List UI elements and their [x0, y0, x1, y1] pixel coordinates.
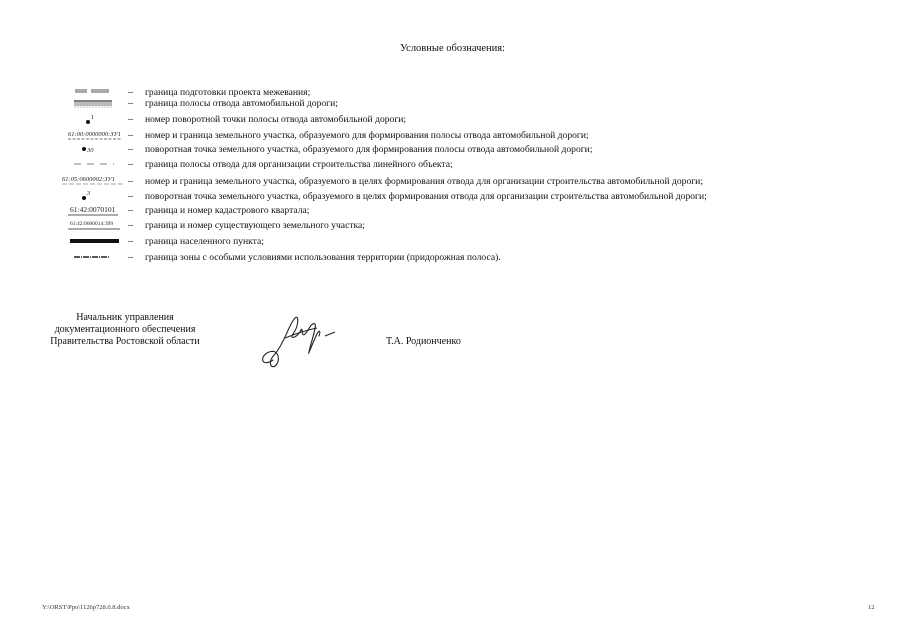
legend-row-construction-turn-point: 3 – поворотная точка земельного участка, образуемого в целях формирования отвода для организации строительства автомобильной дороги;: [40, 190, 880, 203]
footer-file-path: Y:\ORST\Ppo\1126р728.0.8.docx: [42, 604, 130, 611]
special-zone-symbol: [50, 251, 140, 264]
legend-label: граница полосы отвода автомобильной дороги;: [145, 98, 338, 109]
legend-row-settlement: – граница населенного пункта;: [40, 235, 880, 248]
legend-row-special-zone: – граница зоны с особыми условиями использования территории (придорожная полоса).: [40, 251, 880, 264]
legend-label: граница и номер существующего земельного участка;: [145, 220, 365, 231]
turn-point-number: 1: [91, 114, 95, 121]
legend-row-cadastral-quarter: 61:42:0070101 – граница и номер кадастрового квартала;: [40, 204, 880, 217]
plot-turn-point-symbol: [50, 143, 140, 156]
plot-turn-point-number: 30: [87, 147, 94, 154]
construction-boundary-symbol: [50, 158, 140, 171]
legend-label: граница зоны с особыми условиями использования территории (придорожная полоса).: [145, 252, 501, 263]
cadastral-quarter-symbol: [50, 204, 140, 217]
legend-label: поворотная точка земельного участка, образуемого для формирования полосы отвода автомобильной дороги;: [145, 144, 593, 155]
legend-row-turn-point: 1 – номер поворотной точки полосы отвода автомобильной дороги;: [40, 113, 880, 126]
signatory-position: Начальник управления документационного обеспечения Правительства Ростовской области: [50, 312, 200, 347]
construction-turn-point-number: 3: [87, 190, 91, 197]
signatory-name: Т.А. Родионченко: [386, 336, 461, 347]
legend-label: граница полосы отвода для организации строительства линейного объекта;: [145, 159, 453, 170]
settlement-boundary-symbol: [50, 235, 140, 248]
handwritten-signature: [255, 312, 345, 377]
turn-point-symbol: [50, 113, 140, 126]
right-of-way-symbol: [50, 97, 140, 110]
plot-right-of-way-symbol: [50, 129, 140, 142]
cadastral-quarter-number: 61:42:0070101: [70, 205, 116, 214]
legend-row-plot-right-of-way: 61:00:0000000:ЗУ1 – номер и граница земельного участка, образуемого для формирования полосы отвода автомобильной дороги;: [40, 129, 880, 142]
legend-label: номер поворотной точки полосы отвода автомобильной дороги;: [145, 114, 407, 125]
legend-row-right-of-way: – граница полосы отвода автомобильной дороги;: [40, 97, 880, 110]
legend-row-existing-plot: 61:42:0600014:399 – граница и номер существующего земельного участка;: [40, 219, 880, 232]
construction-turn-point-symbol: [50, 190, 140, 203]
existing-plot-symbol: [50, 219, 140, 232]
legend-label: поворотная точка земельного участка, образуемого в целях формирования отвода для организации строительства автомобильной дороги;: [145, 191, 707, 202]
legend-row-plot-construction: 61:05:0600002:ЗУ1 – номер и граница земельного участка, образуемого в целях формирования отвода для организации строительства автомобильной дороги;: [40, 175, 880, 188]
legend-label: номер и граница земельного участка, образуемого в целях формирования отвода для организации строительства автомобильной дороги;: [145, 176, 703, 187]
legend-row-construction-boundary: – граница полосы отвода для организации строительства линейного объекта;: [40, 158, 880, 171]
legend-row-plot-turn-point: 30 – поворотная точка земельного участка, образуемого для формирования полосы отвода автомобильной дороги;: [40, 143, 880, 156]
legend-label: граница и номер кадастрового квартала;: [145, 205, 310, 216]
existing-plot-number: 61:42:0600014:399: [70, 221, 114, 227]
legend-title: Условные обозначения:: [399, 43, 505, 54]
legend-label: номер и граница земельного участка, образуемого для формирования полосы отвода автомобильной дороги;: [145, 130, 589, 141]
legend-label: граница подготовки проекта межевания;: [145, 87, 311, 98]
construction-plot-number: 61:05:0600002:ЗУ1: [62, 176, 115, 183]
plot-construction-symbol: [50, 175, 140, 188]
plot-number: 61:00:0000000:ЗУ1: [68, 131, 121, 138]
legend-row-project-boundary: – граница подготовки проекта межевания;: [40, 86, 880, 99]
page-number: 12: [868, 604, 875, 611]
legend-label: граница населенного пункта;: [145, 236, 264, 247]
